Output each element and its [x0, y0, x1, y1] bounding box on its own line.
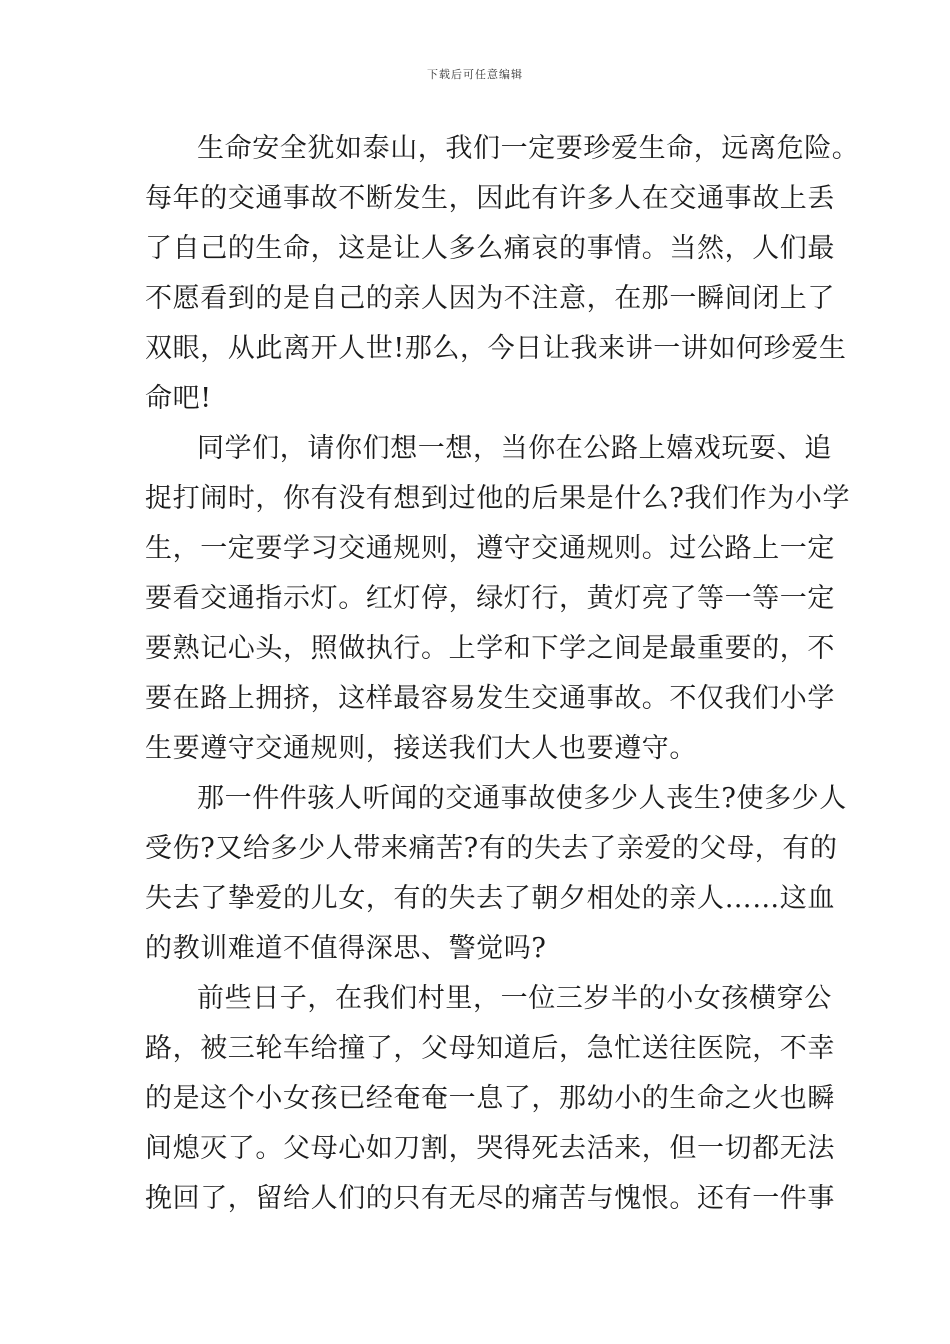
paragraph-line: 的教训难道不值得深思、警觉吗?	[145, 933, 547, 964]
document-body	[145, 124, 860, 1224]
paragraph-line: 那一件件骇人听闻的交通事故使多少人丧生?使多少人	[197, 783, 847, 814]
header-note: 下载后可任意编辑	[427, 68, 523, 81]
paragraph-line: 要熟记心头，照做执行。上学和下学之间是最重要的，不	[145, 633, 835, 664]
paragraph-line: 受伤?又给多少人带来痛苦?有的失去了亲爱的父母，有的	[145, 833, 838, 864]
paragraph-line: 间熄灭了。父母心如刀割，哭得死去活来，但一切都无法	[145, 1133, 835, 1164]
paragraph-line: 双眼，从此离开人世!那么，今日让我来讲一讲如何珍爱生	[145, 333, 847, 364]
paragraph-line: 生，一定要学习交通规则，遵守交通规则。过公路上一定	[145, 533, 835, 564]
paragraph-line: 要在路上拥挤，这样最容易发生交通事故。不仅我们小学	[145, 683, 835, 714]
paragraph-line: 生命安全犹如泰山，我们一定要珍爱生命，远离危险。	[197, 133, 860, 164]
paragraph-line: 失去了挚爱的儿女，有的失去了朝夕相处的亲人……这血	[145, 883, 835, 914]
paragraph-line: 不愿看到的是自己的亲人因为不注意，在那一瞬间闭上了	[145, 283, 835, 314]
paragraph-line: 要看交通指示灯。红灯停，绿灯行，黄灯亮了等一等一定	[145, 583, 835, 614]
paragraph-line: 每年的交通事故不断发生，因此有许多人在交通事故上丢	[145, 183, 835, 214]
paragraph-line: 前些日子，在我们村里，一位三岁半的小女孩横穿公	[197, 983, 832, 1014]
paragraph-line: 捉打闹时，你有没有想到过他的后果是什么?我们作为小学	[145, 483, 851, 514]
paragraph-line: 路，被三轮车给撞了，父母知道后，急忙送往医院，不幸	[145, 1033, 835, 1064]
paragraph-line: 同学们，请你们想一想，当你在公路上嬉戏玩耍、追	[197, 433, 832, 464]
paragraph-line: 命吧!	[145, 383, 212, 414]
paragraph-line: 生要遵守交通规则，接送我们大人也要遵守。	[145, 733, 697, 764]
paragraph-line: 的是这个小女孩已经奄奄一息了，那幼小的生命之火也瞬	[145, 1083, 835, 1114]
paragraph-line: 了自己的生命，这是让人多么痛哀的事情。当然，人们最	[145, 233, 835, 264]
paragraph-line: 挽回了，留给人们的只有无尽的痛苦与愧恨。还有一件事	[145, 1183, 835, 1214]
